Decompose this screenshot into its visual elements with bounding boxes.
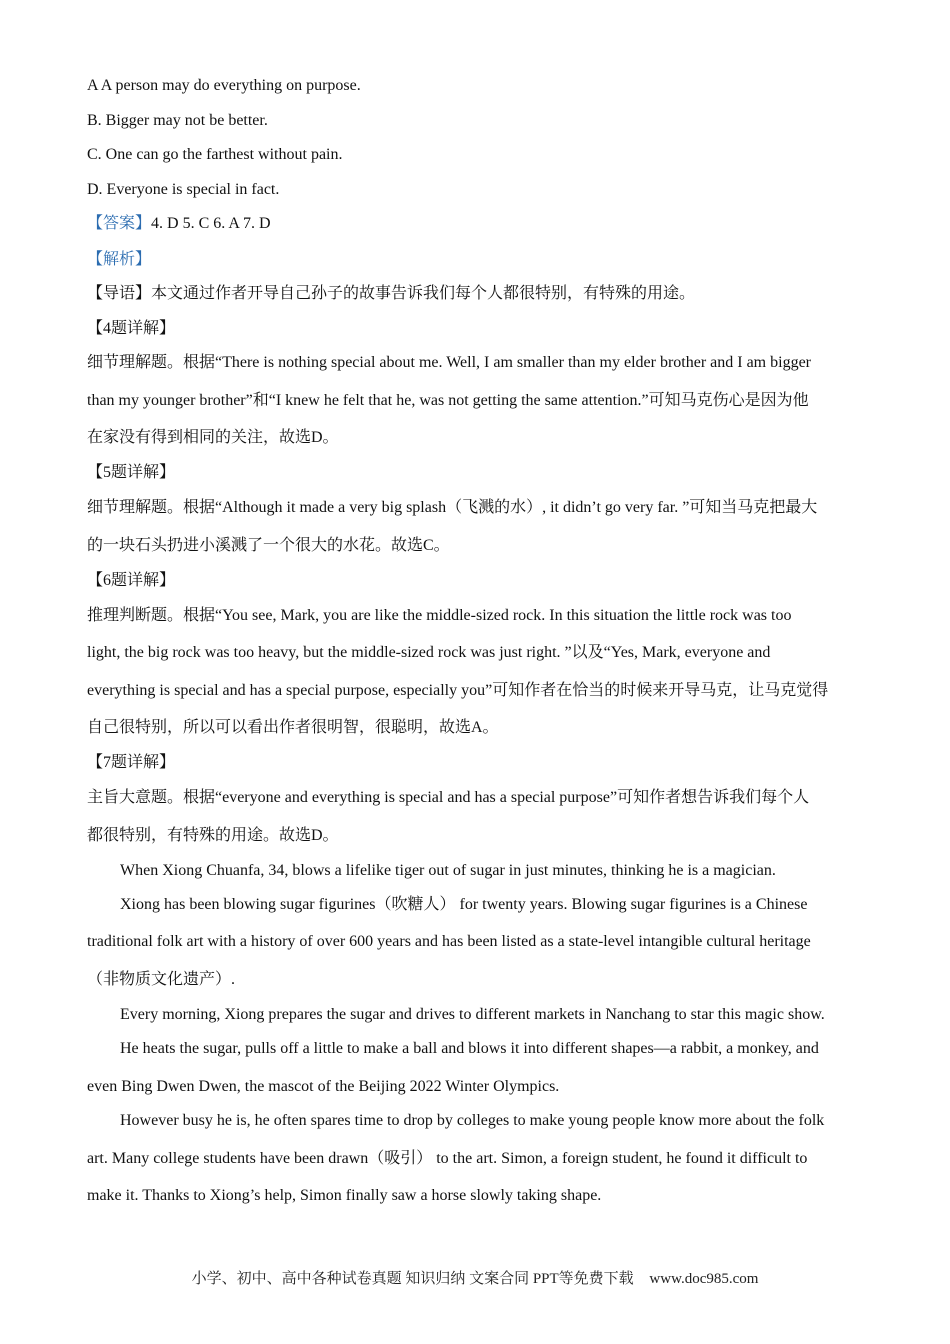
q4-line: than my younger brother”和“I knew he felt that he, was not getting the same attention.”可知马克伤心是因为他 [87,392,809,409]
q6-title: 【6题详解】 [87,572,176,589]
passage-paragraph: Xiong has been blowing sugar figurines（吹糖人） for twenty years. Blowing sugar figurines is a Chinese [120,896,808,913]
q6-line: everything is special and has a special purpose, especially you”可知作者在恰当的时候来开导马克，让马克觉得 [87,682,829,699]
answer-values: 4. D 5. C 6. A 7. D [151,215,271,232]
footer-website-link[interactable]: www.doc985.com [649,1271,759,1287]
footer-promo-text: 小学、初中、高中各种试卷真题 知识归纳 文案合同 PPT等免费下载 [191,1271,634,1287]
q6-line: 推理判断题。根据“You see, Mark, you are like the middle-sized rock. In this situation the little rock was too [87,607,792,624]
q7-title: 【7题详解】 [87,754,176,771]
passage-line: art. Many college students have been drawn（吸引） to the art. Simon, a foreign student, he found it difficult to [87,1150,808,1167]
answer-line [87,214,877,234]
q5-line: 的一块石头扔进小溪溅了一个很大的水花。故选C。 [87,537,450,554]
q4-title: 【4题详解】 [87,320,176,337]
passage-line: （非物质文化遗产）. [87,971,236,988]
option-d: D. Everyone is special in fact. [87,181,280,198]
option-c: C. One can go the farthest without pain. [87,146,343,163]
option-a: A A person may do everything on purpose. [87,77,361,94]
passage-line: make it. Thanks to Xiong’s help, Simon finally saw a horse slowly taking shape. [87,1187,602,1204]
q5-line: 细节理解题。根据“Although it made a very big splash（飞溅的水）, it didn’t go very far. ”可知当马克把最大 [87,499,818,516]
passage-paragraph: He heats the sugar, pulls off a little to make a ball and blows it into different shapes—a rabbit, a monkey, and [120,1040,819,1057]
passage-paragraph: Every morning, Xiong prepares the sugar and drives to different markets in Nanchang to star this magic show. [120,1006,825,1023]
passage-line: traditional folk art with a history of over 600 years and has been listed as a state-level intangible cultural heritage [87,933,811,950]
q4-line: 在家没有得到相同的关注，故选D。 [87,429,339,446]
passage-line: even Bing Dwen Dwen, the mascot of the Beijing 2022 Winter Olympics. [87,1078,560,1095]
page-footer [0,1269,950,1289]
answer-label: 【答案】 [87,215,152,232]
option-b: B. Bigger may not be better. [87,112,268,129]
q4-line: 细节理解题。根据“There is nothing special about me. Well, I am smaller than my elder brother and I am bigger [87,354,812,371]
q5-title: 【5题详解】 [87,464,176,481]
guide-text: 【导语】本文通过作者开导自己孙子的故事告诉我们每个人都很特别，有特殊的用途。 [87,285,696,302]
q6-line: light, the big rock was too heavy, but the middle-sized rock was just right. ”以及“Yes, Mark, everyone and [87,644,771,661]
passage-paragraph: However busy he is, he often spares time to drop by colleges to make young people know more about the folk [120,1112,825,1129]
passage-paragraph: When Xiong Chuanfa, 34, blows a lifelike tiger out of sugar in just minutes, thinking he is a magician. [120,862,776,879]
q7-line: 主旨大意题。根据“everyone and everything is special and has a special purpose”可知作者想告诉我们每个人 [87,789,810,806]
q7-line: 都很特别，有特殊的用途。故选D。 [87,827,339,844]
analysis-label: 【解析】 [87,251,152,268]
q6-line: 自己很特别，所以可以看出作者很明智，很聪明，故选A。 [87,719,499,736]
